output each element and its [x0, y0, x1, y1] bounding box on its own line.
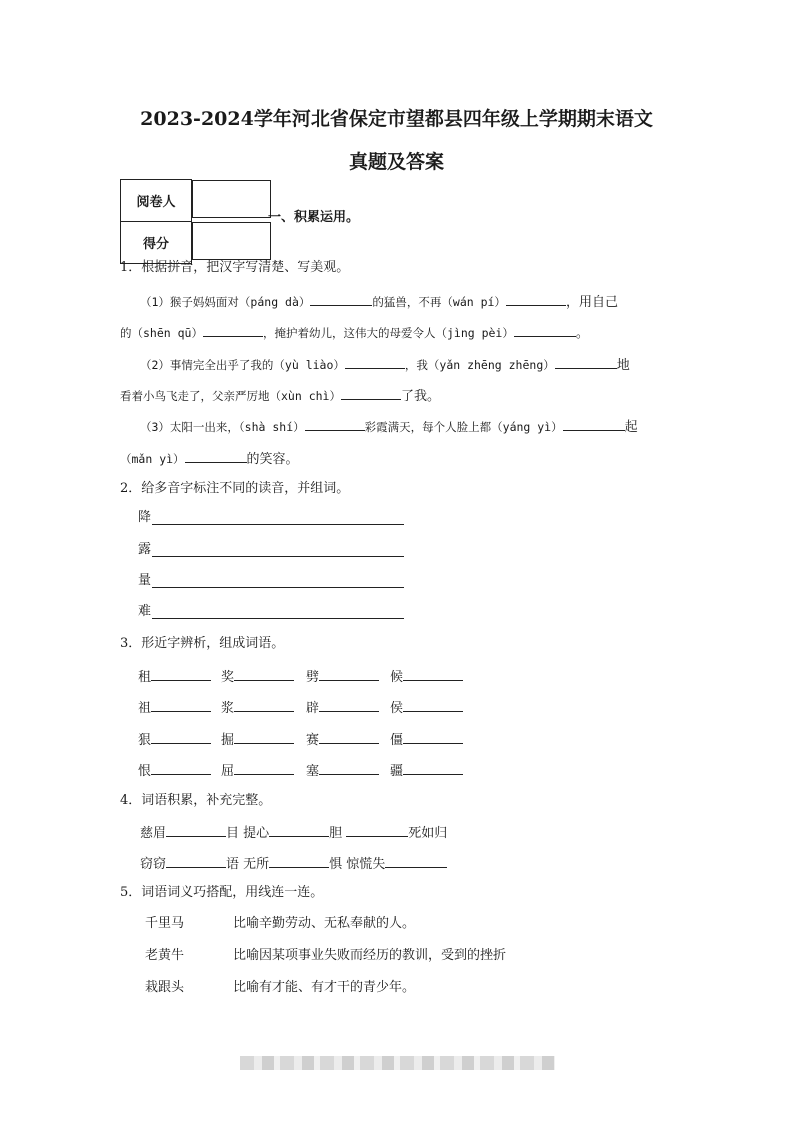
- q1-p1b-text-b: ，掩护着幼儿，这伟大的母爱令人（jìng pèi）: [262, 326, 514, 340]
- document-title-line2: 真题及答案: [348, 151, 444, 173]
- answer-blank[interactable]: [234, 696, 294, 712]
- q3-char: 浆: [221, 701, 235, 716]
- answer-blank[interactable]: [166, 852, 226, 868]
- answer-blank[interactable]: [151, 696, 211, 712]
- q3-char: 塞: [306, 764, 320, 779]
- q4-row2-text-c: 惧 惊慌失: [329, 857, 386, 872]
- score-cell: [192, 222, 271, 260]
- q3-char: 疆: [390, 764, 404, 779]
- answer-blank[interactable]: [166, 821, 226, 837]
- q3-char: 祖: [138, 701, 152, 716]
- answer-blank[interactable]: [514, 321, 576, 337]
- q1-p1b: [120, 321, 589, 344]
- answer-blank[interactable]: [341, 384, 401, 400]
- answer-blank[interactable]: [506, 290, 566, 306]
- q1-p1-text-b: 的猛兽，不再（wán pí）: [372, 295, 506, 309]
- q2-char: 量: [138, 573, 152, 588]
- q1-p2b-text-b: 了我。: [400, 389, 440, 404]
- q5-stem: 5．词语词义巧搭配，用线连一连。: [120, 885, 324, 900]
- answer-blank[interactable]: [305, 415, 365, 431]
- answer-blank[interactable]: [319, 665, 379, 681]
- q3-item: [306, 696, 379, 719]
- q1-p1b-text-a: 的（shēn qū）: [120, 326, 203, 340]
- reviewer-label: 阅卷人: [121, 180, 192, 222]
- answer-blank[interactable]: [555, 353, 617, 369]
- q2-stem: 2．给多音字标注不同的读音，并组词。: [120, 481, 350, 496]
- q1-p1-text-a: （1）猴子妈妈面对（páng dà）: [140, 295, 311, 309]
- q1-p1b-text-c: 。: [575, 326, 589, 341]
- answer-blank[interactable]: [151, 759, 211, 775]
- q3-item: [221, 759, 294, 782]
- blurred-footer-watermark: [240, 1056, 555, 1070]
- q3-item: [390, 696, 463, 719]
- section-heading: 一、积累运用。: [268, 210, 360, 225]
- answer-blank[interactable]: [403, 696, 463, 712]
- q4-row1-text-b: 目 提心: [226, 826, 270, 841]
- q1-p3b-text-b: 的笑容。: [246, 452, 299, 467]
- q5-word[interactable]: 千里马: [145, 916, 185, 931]
- answer-blank[interactable]: [345, 353, 405, 369]
- answer-blank[interactable]: [310, 290, 372, 306]
- answer-blank[interactable]: [385, 852, 447, 868]
- q4-stem: 4．词语积累，补充完整。: [120, 793, 272, 808]
- q5-meaning[interactable]: 比喻因某项事业失败而经历的教训，受到的挫折: [233, 948, 507, 963]
- document-title-line1: 2023-2024学年河北省保定市望都县四年级上学期期末语文: [140, 108, 653, 130]
- q3-item: [138, 696, 211, 719]
- answer-blank[interactable]: [319, 696, 379, 712]
- q3-char: 屈: [221, 764, 235, 779]
- q5-word[interactable]: 老黄牛: [145, 948, 185, 963]
- answer-line[interactable]: [152, 556, 404, 557]
- q3-item: [306, 728, 379, 751]
- q3-char: 赛: [306, 733, 320, 748]
- q2-char: 降: [138, 510, 152, 525]
- q2-char: 露: [138, 542, 152, 557]
- answer-blank[interactable]: [185, 447, 247, 463]
- q3-item: [221, 728, 294, 751]
- q4-row2-text-b: 语 无所: [226, 857, 270, 872]
- q3-item: [390, 728, 463, 751]
- q3-item: [138, 665, 211, 688]
- q5-meaning[interactable]: 比喻辛勤劳动、无私奉献的人。: [233, 916, 416, 931]
- q3-char: 租: [138, 670, 152, 685]
- answer-blank[interactable]: [203, 321, 263, 337]
- q4-row1-text-d: 死如归: [408, 826, 448, 841]
- reviewer-cell: [192, 180, 271, 218]
- q1-p3-text-a: （3）太阳一出来，（shà shí）: [140, 420, 305, 434]
- q1-p3: [140, 415, 638, 438]
- q1-p2-text-a: （2）事情完全出乎了我的（yù liào）: [140, 358, 345, 372]
- q3-item: [390, 759, 463, 782]
- q3-stem: 3．形近字辨析，组成词语。: [120, 636, 285, 651]
- q1-p2b: [120, 384, 440, 407]
- answer-line[interactable]: [152, 587, 404, 588]
- q5-word[interactable]: 栽跟头: [145, 980, 185, 995]
- q3-char: 侯: [390, 701, 404, 716]
- q3-char: 奖: [221, 670, 235, 685]
- answer-blank[interactable]: [346, 821, 408, 837]
- q3-item: [138, 728, 211, 751]
- q3-item: [390, 665, 463, 688]
- q3-item: [221, 665, 294, 688]
- q3-char: 狠: [138, 733, 152, 748]
- score-label: 得分: [121, 222, 192, 264]
- q3-item: [138, 759, 211, 782]
- q1-p1-text-c: ，用自己: [565, 295, 618, 310]
- q1-p3b-text-a: （mǎn yì）: [120, 452, 185, 466]
- answer-blank[interactable]: [269, 852, 329, 868]
- q5-meaning[interactable]: 比喻有才能、有才干的青少年。: [233, 980, 416, 995]
- answer-blank[interactable]: [319, 759, 379, 775]
- q3-char: 劈: [306, 670, 320, 685]
- q4-row1-text-a: 慈眉: [140, 826, 167, 841]
- q3-item: [306, 759, 379, 782]
- q3-char: 候: [390, 670, 404, 685]
- q3-char: 辟: [306, 701, 320, 716]
- answer-blank[interactable]: [234, 728, 294, 744]
- q1-stem: 1．根据拼音，把汉字写清楚、写美观。: [120, 260, 350, 275]
- answer-blank[interactable]: [403, 728, 463, 744]
- q4-row2: [140, 852, 447, 875]
- q1-p2: [140, 353, 630, 376]
- q3-item: [221, 696, 294, 719]
- answer-blank[interactable]: [403, 759, 463, 775]
- answer-blank[interactable]: [563, 415, 625, 431]
- q3-item: [306, 665, 379, 688]
- q4-row1: [140, 821, 447, 844]
- answer-blank[interactable]: [403, 665, 463, 681]
- answer-blank[interactable]: [151, 665, 211, 681]
- q3-char: 掘: [221, 733, 235, 748]
- answer-line[interactable]: [152, 618, 404, 619]
- q1-p3-text-b: 彩霞满天，每个人脸上都（yáng yì）: [364, 420, 563, 434]
- q4-row1-text-c: 胆: [329, 826, 347, 841]
- q1-p2b-text-a: 看着小鸟飞走了，父亲严厉地（xùn chì）: [120, 389, 341, 403]
- q3-char: 恨: [138, 764, 152, 779]
- q1-p2-text-b: ，我（yǎn zhēng zhēng）: [404, 358, 555, 372]
- q3-char: 僵: [390, 733, 404, 748]
- answer-blank[interactable]: [234, 665, 294, 681]
- answer-line[interactable]: [152, 524, 404, 525]
- q1-p3-text-c: 起: [624, 420, 638, 435]
- q1-p1: [140, 290, 618, 313]
- q2-char: 难: [138, 604, 152, 619]
- score-table: [120, 179, 272, 264]
- answer-blank[interactable]: [269, 821, 329, 837]
- answer-blank[interactable]: [319, 728, 379, 744]
- q1-p3b: [120, 447, 299, 470]
- q4-row2-text-a: 窃窃: [140, 857, 167, 872]
- q1-p2-text-c: 地: [616, 358, 630, 373]
- answer-blank[interactable]: [151, 728, 211, 744]
- answer-blank[interactable]: [234, 759, 294, 775]
